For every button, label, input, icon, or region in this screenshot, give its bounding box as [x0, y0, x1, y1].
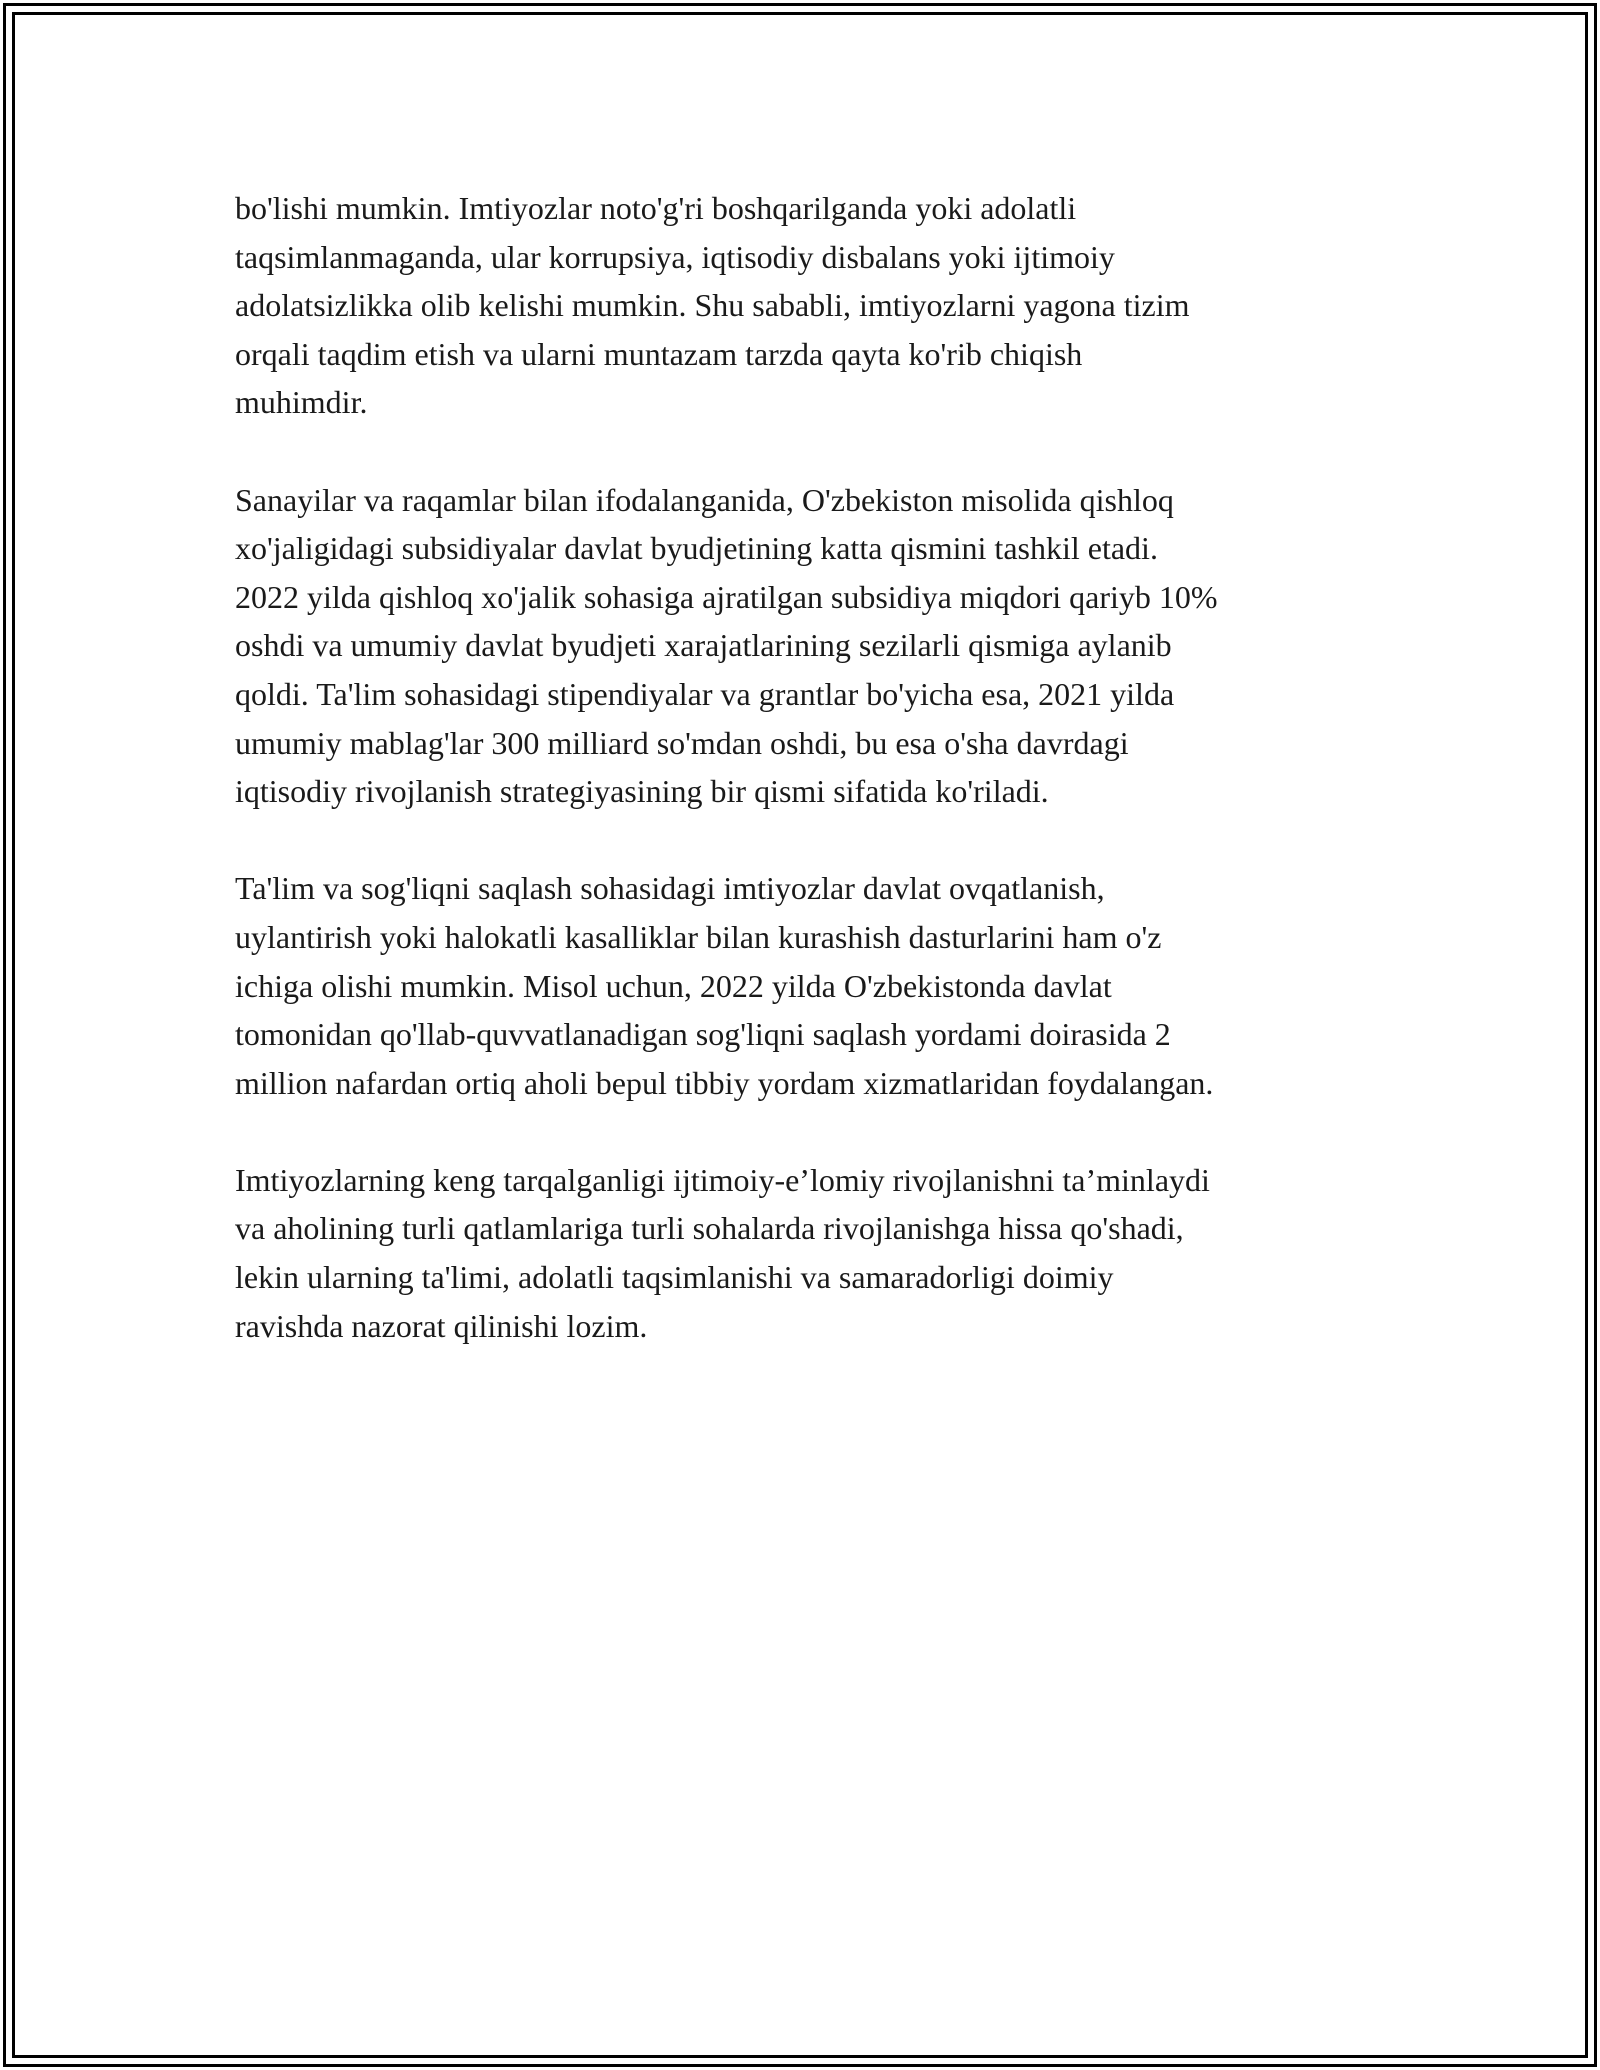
document-body	[235, 184, 1375, 1399]
paragraph-1: bo'lishi mumkin. Imtiyozlar noto'g'ri boshqarilganda yoki adolatli taqsimlanmaganda, ular korrupsiya, iqtisodiy disbalans yoki ijtimoiy adolatsizlikka olib kelishi mumkin. Shu sababli, imtiyozlarni yagona tizim orqali taqdim etish va ularni muntazam tarzda qayta ko'rib chiqish muhimdir.	[235, 190, 1190, 421]
paragraph-3: Ta'lim va sog'liqni saqlash sohasidagi imtiyozlar davlat ovqatlanish, uylantirish yoki halokatli kasalliklar bilan kurashish dasturlarini ham o'z ichiga olishi mumkin. Misol uchun, 2022 yilda O'zbekistonda davlat tomonidan qo'llab-quvvatlanadigan sog'liqni saqlash yordami doirasida 2 million nafardan ortiq aholi bepul tibbiy yordam xizmatlaridan foydalangan.	[235, 870, 1214, 1101]
paragraph-4: Imtiyozlarning keng tarqalganligi ijtimoiy-e’lomiy rivojlanishni ta’minlaydi va aholining turli qatlamlariga turli sohalarda rivojlanishga hissa qo'shadi, lekin ularning ta'limi, adolatli taqsimlanishi va samaradorligi doimiy ravishda nazorat qilinishi lozim.	[235, 1161, 1210, 1344]
paragraph-2: Sanayilar va raqamlar bilan ifodalanganida, O'zbekiston misolida qishloq xo'jaligidagi subsidiyalar davlat byudjetining katta qismini tashkil etadi. 2022 yilda qishloq xo'jalik sohasiga ajratilgan subsidiya miqdori qariyb 10% oshdi va umumiy davlat byudjeti xarajatlarining sezilarli qismiga aylanib qoldi. Ta'lim sohasidagi stipendiyalar va grantlar bo'yicha esa, 2021 yilda umumiy mablag'lar 300 milliard so'mdan oshdi, bu esa o'sha davrdagi iqtisodiy rivojlanish strategiyasining bir qismi sifatida ko'riladi.	[235, 481, 1218, 810]
